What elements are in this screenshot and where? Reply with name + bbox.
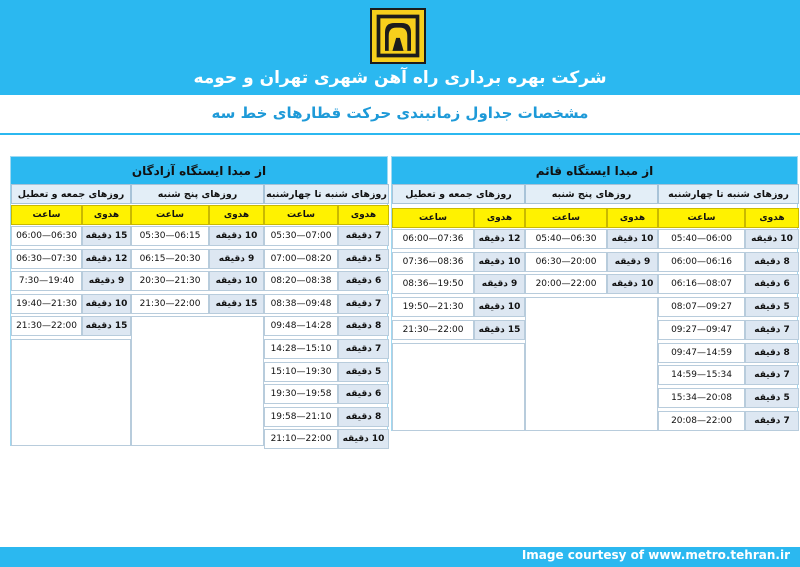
headway-column-header: هدوی bbox=[209, 205, 264, 225]
time-range-cell: 05:40—06:30 bbox=[525, 229, 607, 249]
time-column-header: ساعت bbox=[11, 205, 82, 225]
time-range-cell: 05:40—06:00 bbox=[658, 229, 745, 249]
time-range-cell: 19:50—21:30 bbox=[392, 297, 474, 317]
time-range-cell: 7:30—19:40 bbox=[11, 271, 82, 291]
headway-cell: 7 دقیقه bbox=[338, 226, 389, 246]
headway-cell: 8 دقیقه bbox=[745, 252, 799, 272]
empty-column-area bbox=[11, 339, 131, 446]
headway-cell: 5 دقیقه bbox=[745, 297, 799, 317]
metro-logo bbox=[370, 8, 426, 64]
headway-column-header: هدوی bbox=[338, 205, 389, 225]
headway-cell: 6 دقیقه bbox=[338, 271, 389, 291]
headway-cell: 5 دقیقه bbox=[338, 249, 389, 269]
headway-cell: 15 دقیقه bbox=[82, 316, 131, 336]
headway-column-header: هدوی bbox=[82, 205, 131, 225]
headway-cell: 15 دقیقه bbox=[82, 226, 131, 246]
timetable-title: از مبدا ایستگاه قائم bbox=[392, 157, 797, 185]
image-credit: Image courtesy of www.metro.tehran.ir bbox=[521, 548, 790, 562]
time-range-cell: 08:07—09:27 bbox=[658, 297, 745, 317]
headway-cell: 10 دقیقه bbox=[607, 229, 658, 249]
time-range-cell: 06:15—20:30 bbox=[131, 249, 209, 269]
headway-cell: 8 دقیقه bbox=[338, 316, 389, 336]
day-group-header: روزهای جمعه و تعطیل bbox=[11, 184, 131, 204]
headway-cell: 7 دقیقه bbox=[745, 365, 799, 385]
headway-cell: 9 دقیقه bbox=[607, 252, 658, 272]
time-range-cell: 08:36—19:50 bbox=[392, 274, 474, 294]
headway-cell: 10 دقیقه bbox=[474, 297, 525, 317]
headway-cell: 10 دقیقه bbox=[474, 252, 525, 272]
time-range-cell: 19:58—21:10 bbox=[264, 407, 338, 427]
headway-cell: 10 دقیقه bbox=[607, 274, 658, 294]
headway-cell: 5 دقیقه bbox=[338, 362, 389, 382]
time-range-cell: 15:34—20:08 bbox=[658, 388, 745, 408]
headway-cell: 15 دقیقه bbox=[474, 320, 525, 340]
timetable-title: از مبدا ایستگاه آزادگان bbox=[11, 157, 387, 185]
headway-cell: 8 دقیقه bbox=[745, 343, 799, 363]
headway-cell: 12 دقیقه bbox=[82, 249, 131, 269]
time-range-cell: 21:10—22:00 bbox=[264, 429, 338, 449]
time-range-cell: 20:08—22:00 bbox=[658, 411, 745, 431]
company-name: شرکت بهره برداری راه آهن شهری تهران و حومه bbox=[193, 68, 607, 88]
headway-cell: 7 دقیقه bbox=[745, 320, 799, 340]
day-group-header: روزهای پنج شنبه bbox=[131, 184, 264, 204]
headway-cell: 10 دقیقه bbox=[745, 229, 799, 249]
day-group-header: روزهای جمعه و تعطیل bbox=[392, 184, 525, 204]
time-range-cell: 20:00—22:00 bbox=[525, 274, 607, 294]
day-group-header: روزهای پنج شنبه bbox=[525, 184, 658, 204]
headway-cell: 7 دقیقه bbox=[745, 411, 799, 431]
timetable-panel bbox=[391, 156, 798, 431]
timetable-panel bbox=[10, 156, 388, 446]
page-subtitle: مشخصات جداول زمانبندی حرکت قطارهای خط سه bbox=[211, 104, 589, 122]
time-range-cell: 20:30—21:30 bbox=[131, 271, 209, 291]
time-range-cell: 14:28—15:10 bbox=[264, 339, 338, 359]
headway-cell: 10 دقیقه bbox=[209, 226, 264, 246]
headway-cell: 7 دقیقه bbox=[338, 294, 389, 314]
headway-column-header: هدوی bbox=[607, 208, 658, 228]
time-range-cell: 06:30—20:00 bbox=[525, 252, 607, 272]
time-range-cell: 09:47—14:59 bbox=[658, 343, 745, 363]
time-range-cell: 21:30—22:00 bbox=[131, 294, 209, 314]
time-range-cell: 06:00—06:30 bbox=[11, 226, 82, 246]
headway-cell: 12 دقیقه bbox=[474, 229, 525, 249]
empty-column-area bbox=[392, 343, 525, 432]
time-range-cell: 21:30—22:00 bbox=[392, 320, 474, 340]
time-column-header: ساعت bbox=[392, 208, 474, 228]
headway-column-header: هدوی bbox=[745, 208, 799, 228]
time-range-cell: 07:00—08:20 bbox=[264, 249, 338, 269]
time-column-header: ساعت bbox=[658, 208, 745, 228]
time-range-cell: 06:00—06:16 bbox=[658, 252, 745, 272]
time-range-cell: 06:30—07:30 bbox=[11, 249, 82, 269]
headway-cell: 6 دقیقه bbox=[745, 274, 799, 294]
time-column-header: ساعت bbox=[525, 208, 607, 228]
time-range-cell: 09:27—09:47 bbox=[658, 320, 745, 340]
time-range-cell: 05:30—06:15 bbox=[131, 226, 209, 246]
time-range-cell: 08:38—09:48 bbox=[264, 294, 338, 314]
time-range-cell: 15:10—19:30 bbox=[264, 362, 338, 382]
headway-cell: 10 دقیقه bbox=[209, 271, 264, 291]
day-group-header: روزهای شنبه تا چهارشنبه bbox=[658, 184, 799, 204]
time-range-cell: 08:20—08:38 bbox=[264, 271, 338, 291]
headway-cell: 9 دقیقه bbox=[474, 274, 525, 294]
time-range-cell: 06:00—07:36 bbox=[392, 229, 474, 249]
time-range-cell: 21:30—22:00 bbox=[11, 316, 82, 336]
time-column-header: ساعت bbox=[264, 205, 338, 225]
headway-cell: 9 دقیقه bbox=[82, 271, 131, 291]
headway-cell: 7 دقیقه bbox=[338, 339, 389, 359]
time-range-cell: 05:30—07:00 bbox=[264, 226, 338, 246]
time-range-cell: 06:16—08:07 bbox=[658, 274, 745, 294]
time-range-cell: 14:59—15:34 bbox=[658, 365, 745, 385]
headway-cell: 5 دقیقه bbox=[745, 388, 799, 408]
headway-cell: 10 دقیقه bbox=[82, 294, 131, 314]
time-range-cell: 19:40—21:30 bbox=[11, 294, 82, 314]
time-range-cell: 07:36—08:36 bbox=[392, 252, 474, 272]
time-range-cell: 09:48—14:28 bbox=[264, 316, 338, 336]
headway-cell: 8 دقیقه bbox=[338, 407, 389, 427]
headway-cell: 9 دقیقه bbox=[209, 249, 264, 269]
headway-column-header: هدوی bbox=[474, 208, 525, 228]
day-group-header: روزهای شنبه تا چهارشنبه bbox=[264, 184, 389, 204]
time-range-cell: 19:30—19:58 bbox=[264, 384, 338, 404]
empty-column-area bbox=[525, 297, 658, 431]
headway-cell: 15 دقیقه bbox=[209, 294, 264, 314]
headway-cell: 6 دقیقه bbox=[338, 384, 389, 404]
headway-cell: 10 دقیقه bbox=[338, 429, 389, 449]
time-column-header: ساعت bbox=[131, 205, 209, 225]
empty-column-area bbox=[131, 316, 264, 446]
